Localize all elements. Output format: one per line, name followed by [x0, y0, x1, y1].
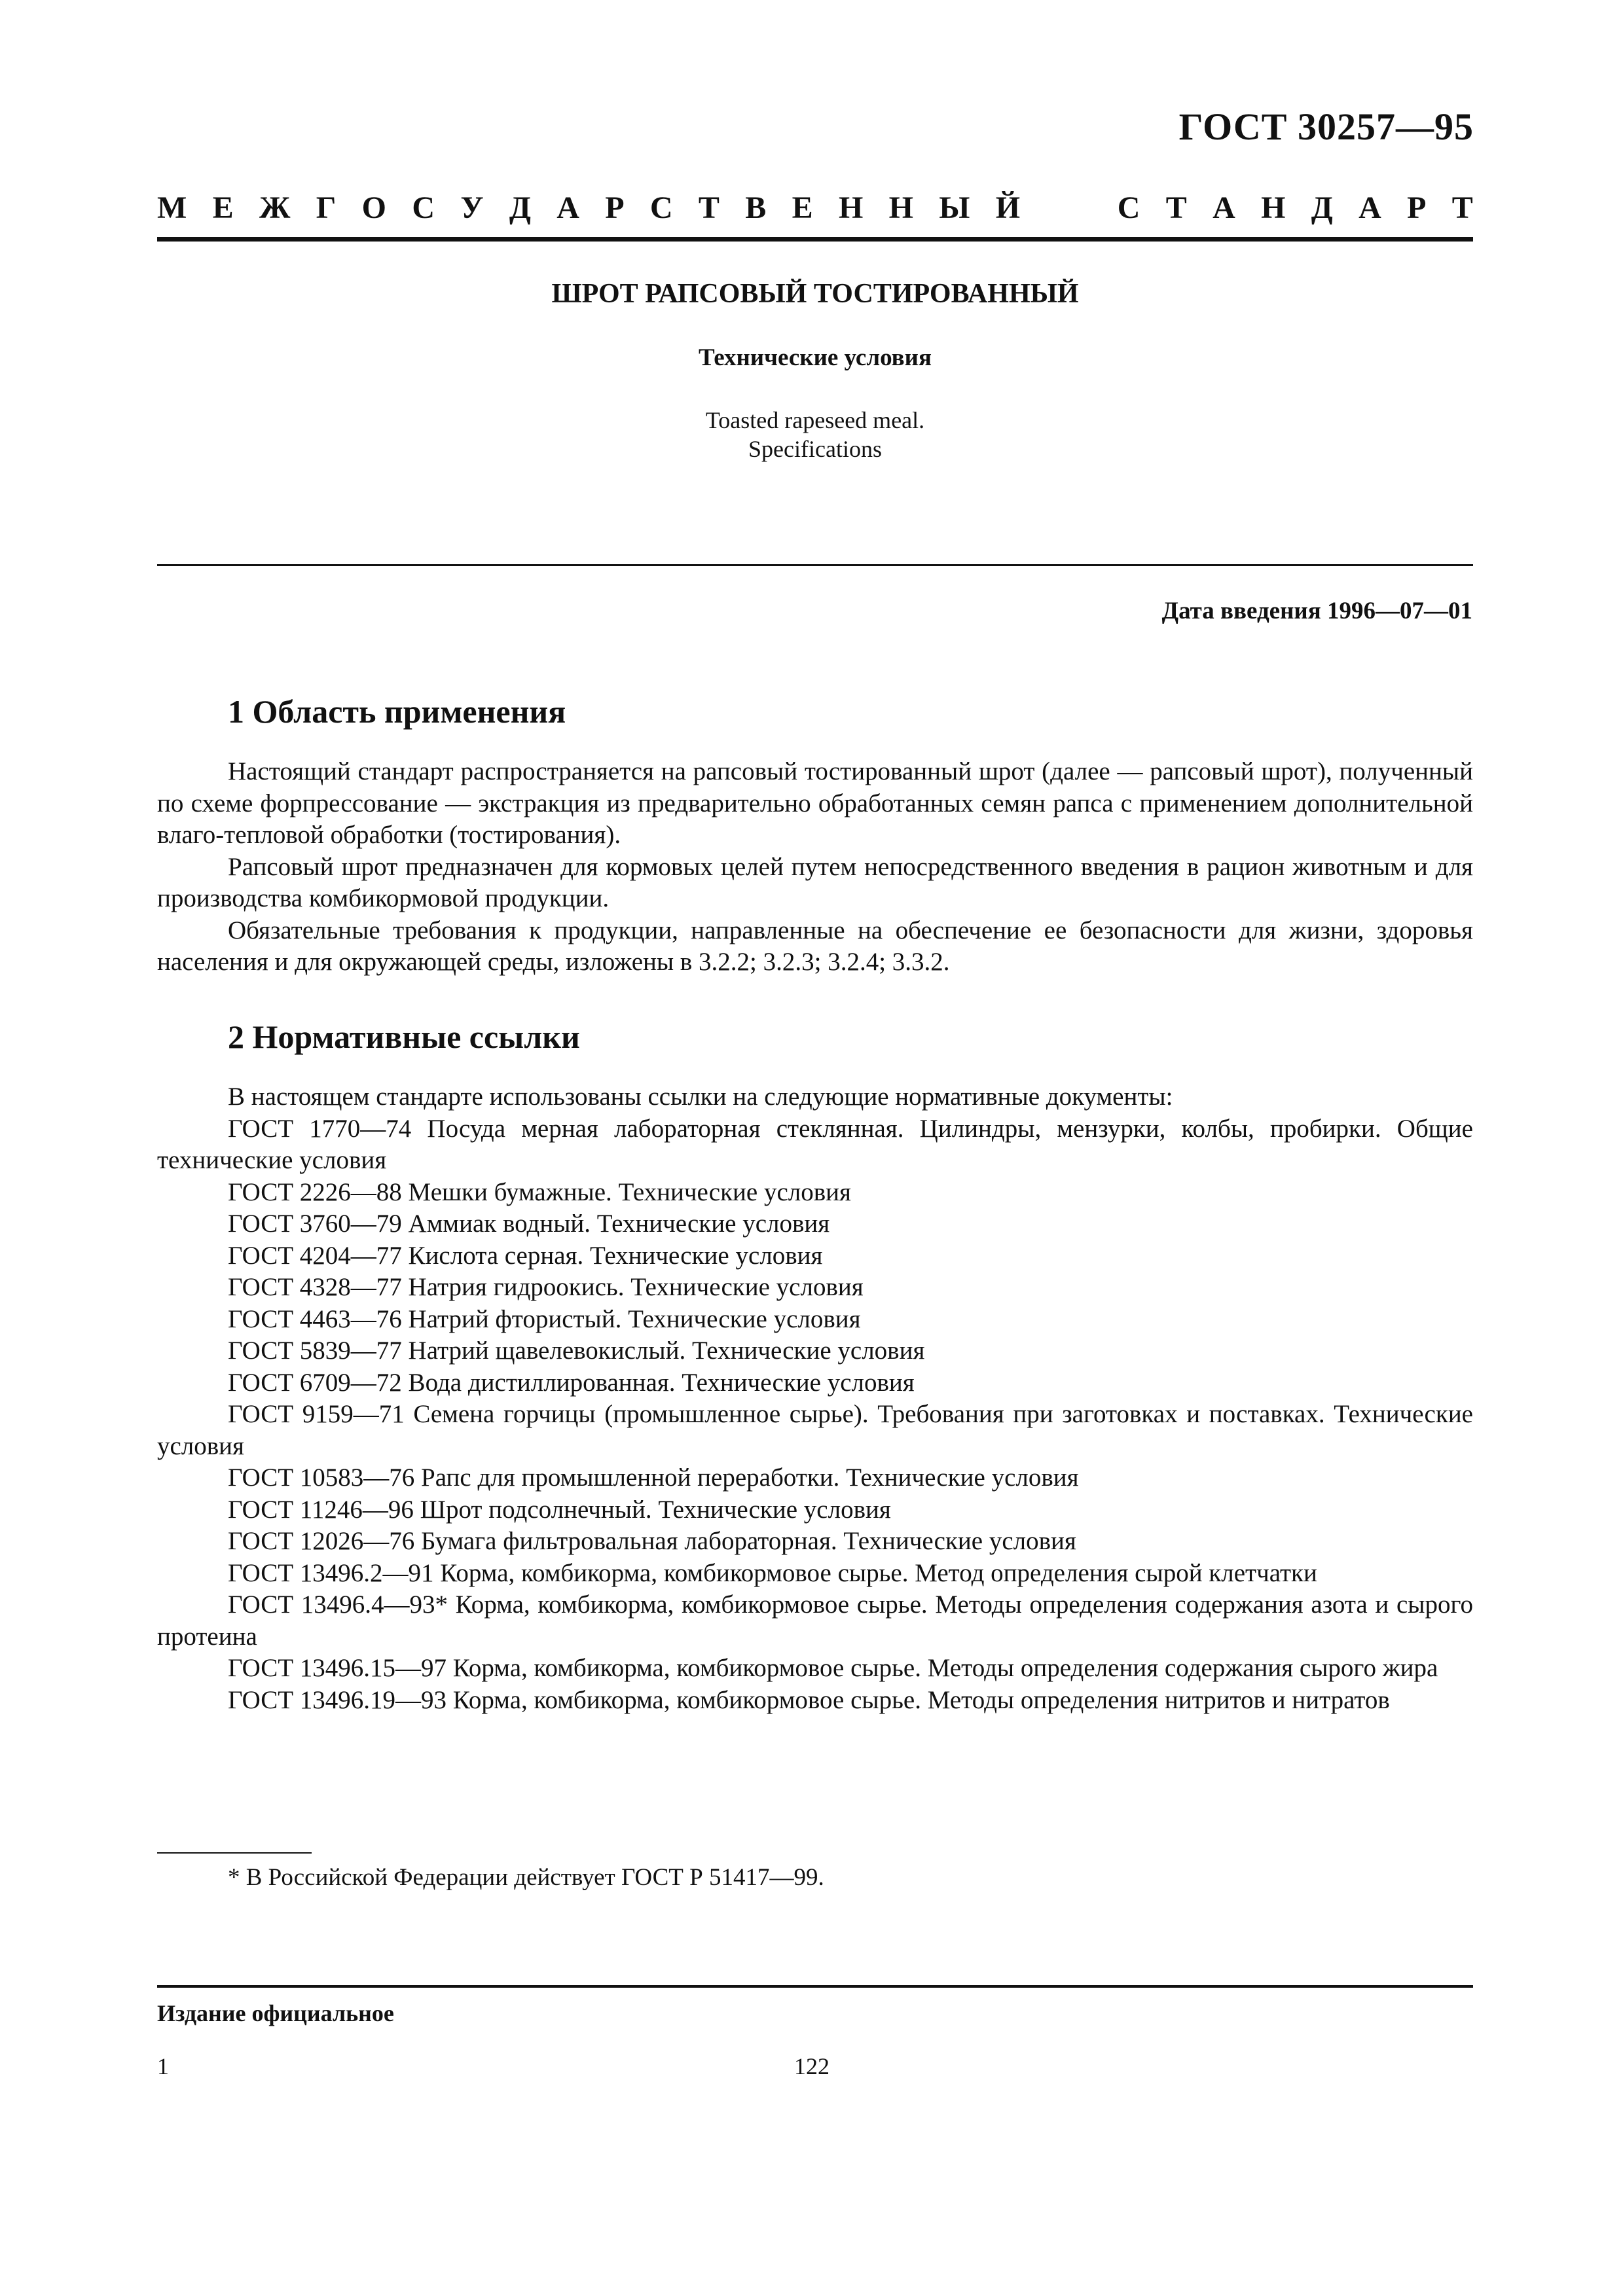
banner-letter: А: [1359, 190, 1381, 225]
banner-letter: Е: [212, 190, 234, 225]
banner-letter: В: [745, 190, 767, 225]
paragraph: ГОСТ 13496.15—97 Корма, комбикорма, комбикормовое сырье. Методы определения содержания сырого жира: [228, 1654, 1438, 1682]
paragraph: ГОСТ 11246—96 Шрот подсолнечный. Технические условия: [228, 1495, 891, 1524]
section-1-heading: 1 Область применения: [228, 693, 566, 730]
section-2-heading: 2 Нормативные ссылки: [228, 1018, 580, 1055]
banner-letter: Н: [1261, 190, 1286, 225]
footer-rule: [157, 1985, 1473, 1988]
banner-letter: Р: [1407, 190, 1427, 225]
paragraph: Обязательные требования к продукции, направленные на обеспечение ее безопасности для жизни, здоровья населения и для окружающей среды, изложены в 3.2.2; 3.2.3; 3.2.4; 3.3.2.: [157, 916, 1473, 976]
banner-letter: С: [412, 190, 435, 225]
banner-letter: А: [556, 190, 579, 225]
paragraph: ГОСТ 5839—77 Натрий щавелевокислый. Технические условия: [228, 1336, 925, 1365]
paragraph: ГОСТ 1770—74 Посуда мерная лабораторная стеклянная. Цилиндры, мензурки, колбы, пробирки. Общие технические условия: [157, 1114, 1473, 1174]
banner-letter: Й: [995, 190, 1021, 225]
footnote-rule: [157, 1852, 312, 1854]
paragraph: ГОСТ 2226—88 Мешки бумажные. Технические условия: [228, 1177, 851, 1206]
banner-letter: С: [1117, 190, 1140, 225]
banner-letter: Ы: [939, 190, 970, 225]
english-title: [157, 406, 1473, 463]
paragraph: ГОСТ 4328—77 Натрия гидроокись. Технические условия: [228, 1273, 864, 1301]
interstate-standard-banner: [157, 190, 1473, 226]
banner-letter: У: [460, 190, 484, 225]
banner-letter: Т: [1451, 190, 1473, 225]
page-number-center: 122: [794, 2053, 830, 2079]
banner-letter: С: [649, 190, 673, 225]
standard-number: ГОСТ 30257—95: [1178, 105, 1474, 148]
banner-letter: М: [157, 190, 187, 225]
banner-letter: Н: [838, 190, 864, 225]
paragraph: ГОСТ 12026—76 Бумага фильтровальная лабораторная. Технические условия: [228, 1527, 1076, 1555]
banner-letter: Т: [1165, 190, 1187, 225]
english-title-line-2: Specifications: [748, 436, 882, 462]
document-title: ШРОТ РАПСОВЫЙ ТОСТИРОВАННЫЙ: [551, 279, 1079, 309]
paragraph: ГОСТ 13496.4—93* Корма, комбикорма, комбикормовое сырье. Методы определения содержания азота и сырого протеина: [157, 1590, 1473, 1651]
paragraph: ГОСТ 6709—72 Вода дистиллированная. Технические условия: [228, 1368, 915, 1397]
banner-letter: Р: [605, 190, 625, 225]
paragraph: ГОСТ 13496.2—91 Корма, комбикорма, комбикормовое сырье. Метод определения сырой клетчатки: [228, 1558, 1317, 1587]
banner-letter: А: [1213, 190, 1235, 225]
banner-letter: Г: [316, 190, 337, 225]
paragraph: ГОСТ 3760—79 Аммиак водный. Технические условия: [228, 1210, 830, 1238]
section-1-body: [157, 756, 1473, 978]
section-2-body: [157, 1081, 1473, 1716]
banner-letter: О: [361, 190, 386, 225]
banner-letter: Е: [792, 190, 813, 225]
page-number-left: 1: [157, 2053, 169, 2079]
paragraph: ГОСТ 9159—71 Семена горчицы (промышленное сырье). Требования при заготовках и поставках. Технические условия: [157, 1400, 1473, 1460]
official-edition-label: Издание официальное: [157, 2000, 394, 2026]
document-subtitle: Технические условия: [699, 344, 932, 371]
paragraph: ГОСТ 4204—77 Кислота серная. Технические условия: [228, 1241, 823, 1270]
introduction-date: Дата введения 1996—07—01: [1161, 598, 1472, 624]
banner-word-gap: [1046, 190, 1091, 226]
header-rule: [157, 237, 1473, 242]
paragraph: ГОСТ 13496.19—93 Корма, комбикорма, комбикормовое сырье. Методы определения нитритов и нитратов: [228, 1685, 1390, 1714]
banner-letter: Н: [888, 190, 913, 225]
banner-letter: Т: [698, 190, 720, 225]
paragraph: ГОСТ 4463—76 Натрий фтористый. Технические условия: [228, 1304, 861, 1333]
english-title-line-1: Toasted rapeseed meal.: [705, 407, 925, 433]
banner-letter: Ж: [259, 190, 291, 225]
banner-letter: Д: [509, 190, 531, 225]
title-rule: [157, 564, 1473, 566]
paragraph: В настоящем стандарте использованы ссылки на следующие нормативные документы:: [228, 1083, 1173, 1111]
paragraph: Настоящий стандарт распространяется на рапсовый тостированный шрот (далее — рапсовый шрот), полученный по схеме форпрессование — экстракция из предварительно обработанных семян рапса с применением дополнительной влаго-тепловой обработки (тостирования).: [157, 757, 1473, 849]
paragraph: Рапсовый шрот предназначен для кормовых целей путем непосредственного введения в рацион животным и для производства комбикормовой продукции.: [157, 852, 1473, 912]
footnote: * В Российской Федерации действует ГОСТ Р 51417—99.: [228, 1864, 824, 1891]
paragraph: ГОСТ 10583—76 Рапс для промышленной переработки. Технические условия: [228, 1463, 1079, 1492]
banner-letter: Д: [1311, 190, 1333, 225]
